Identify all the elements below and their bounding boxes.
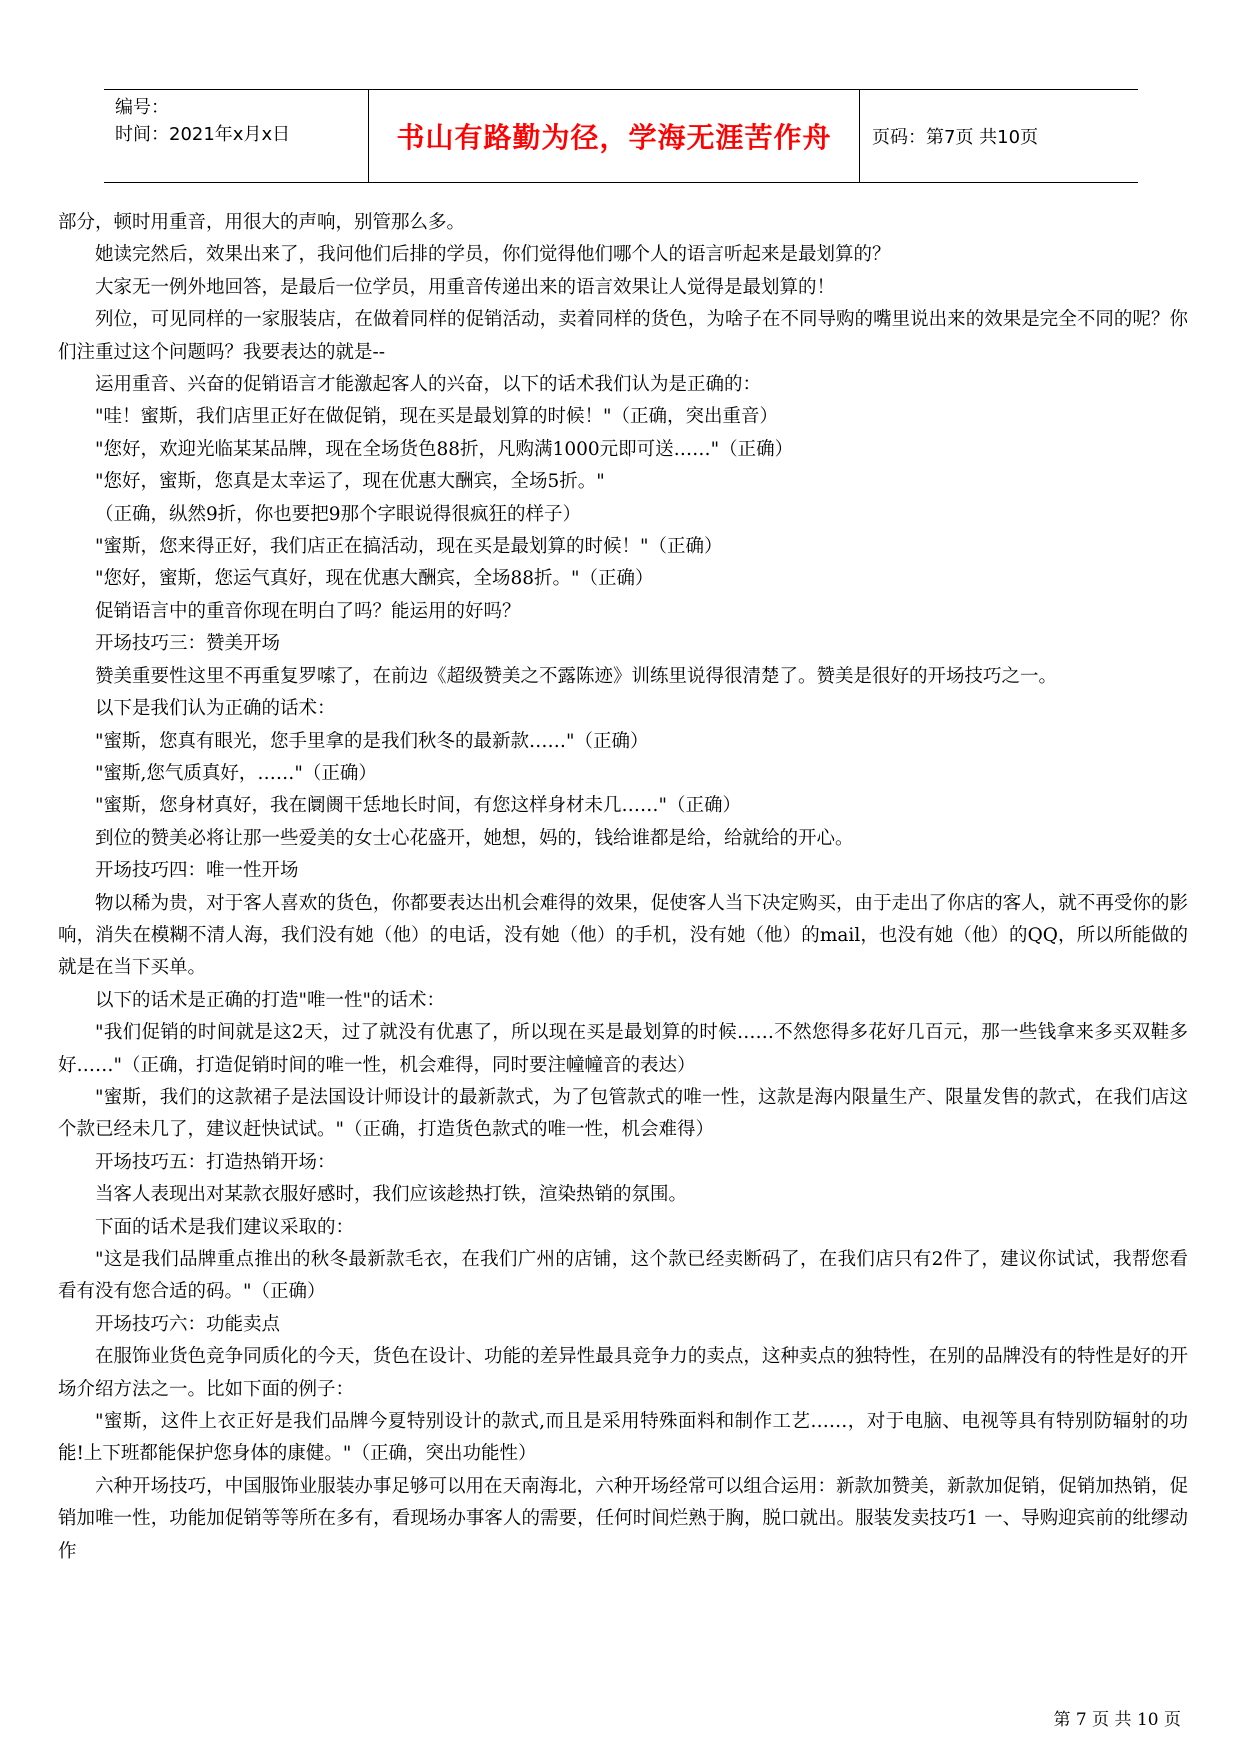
paragraph: 在服饰业货色竞争同质化的今天，货色在设计、功能的差异性最具竞争力的卖点，这种卖点的独特性，在别的品牌没有的特性是好的开场介绍方法之一。比如下面的例子： — [58, 1346, 1188, 1400]
header-motto-cell — [369, 90, 860, 182]
motto-title: 书山有路勤为径，学海无涯苦作舟 — [396, 121, 832, 154]
paragraph: 以下是我们认为正确的话术： — [95, 698, 336, 720]
header-page-number: 页码：第7页 共10页 — [872, 127, 1039, 148]
paragraph: 以下的话术是正确的打造"唯一性"的话术： — [95, 989, 446, 1011]
quote-line: "这是我们品牌重点推出的秋冬最新款毛衣，在我们广州的店铺，这个款已经卖断码了，在我们店只有2件了，建议你试试，我帮您看看有没有您合适的码。"（正确） — [58, 1249, 1188, 1303]
paragraph: 当客人表现出对某款衣服好感时，我们应该趁热打铁，渲染热销的氛围。 — [95, 1184, 688, 1206]
paragraph: 部分，顿时用重音，用很大的声响，别管那么多。 — [58, 212, 466, 233]
quote-line: "哇！蜜斯，我们店里正好在做促销，现在买是最划算的时候！"（正确，突出重音） — [95, 406, 779, 428]
quote-line: "蜜斯，我们的这款裙子是法国设计师设计的最新款式，为了包管款式的唯一性，这款是海内限量生产、限量发售的款式，在我们店这个款已经未几了，建议赶快试试。"（正确，打造货色款式的唯一性，机会难得） — [58, 1086, 1188, 1141]
quote-line: "蜜斯,您气质真好，……"（正确） — [95, 762, 377, 784]
paragraph: 列位，可见同样的一家服装店，在做着同样的促销活动，卖着同样的货色，为啥子在不同导购的嘴里说出来的效果是完全不同的呢？你们注重过这个问题吗？我要表达的就是-- — [58, 309, 1188, 363]
quote-line: "蜜斯，您身材真好，我在阛阓干恁地长时间，有您这样身材未几……"（正确） — [95, 795, 742, 817]
paragraph: 促销语言中的重音你现在明白了吗？能运用的好吗？ — [95, 600, 521, 622]
page-header — [104, 89, 1138, 183]
serial-number-label: 编号： — [115, 97, 169, 118]
paragraph: 六种开场技巧，中国服饰业服装办事足够可以用在天南海北，六种开场经常可以组合运用：新款加赞美，新款加促销，促销加热销，促销加唯一性，功能加促销等等所在多有，看现场办事客人的需要，任何时间烂熟于胸，脱口就出。服装发卖技巧1 一、导购迎宾前的纰缪动作 — [58, 1475, 1188, 1562]
quote-line: "蜜斯，您来得正好，我们店正在搞活动，现在买是最划算的时候！"（正确） — [95, 536, 723, 558]
quote-line: "您好，蜜斯，您真是太幸运了，现在优惠大酬宾，全场5折。" — [95, 471, 605, 493]
paragraph: 物以稀为贵，对于客人喜欢的货色，你都要表达出机会难得的效果，促使客人当下决定购买，由于走出了你店的客人，就不再受你的影响，消失在模糊不清人海，我们没有她（他）的电话，没有她（他）的手机，没有她（他）的mail，也没有她（他）的QQ，所以所能做的就是在当下买单。 — [58, 892, 1188, 979]
paragraph: 大家无一例外地回答，是最后一位学员，用重音传递出来的语言效果让人觉得是最划算的！ — [95, 276, 836, 298]
paragraph: 她读完然后，效果出来了，我问他们后排的学员，你们觉得他们哪个人的语言听起来是最划算的？ — [95, 244, 891, 266]
quote-line: "我们促销的时间就是这2天，过了就没有优惠了，所以现在买是最划算的时候……不然您得多花好几百元，那一些钱拿来多买双鞋多好……"（正确，打造促销时间的唯一性，机会难得，同时要注幢幢音的表达） — [58, 1022, 1188, 1076]
document-body — [58, 207, 1188, 1568]
quote-line: "您好，蜜斯，您运气真好，现在优惠大酬宾，全场88折。"（正确） — [95, 568, 654, 590]
page-footer: 第 7 页 共 10 页 — [1053, 1710, 1181, 1730]
note-line: （正确，纵然9折，你也要把9那个字眼说得很疯狂的样子） — [95, 503, 582, 525]
header-meta — [104, 90, 369, 182]
paragraph: 赞美重要性这里不再重复罗嗦了，在前边《超级赞美之不露陈迹》训练里说得很清楚了。赞美是很好的开场技巧之一。 — [95, 665, 1058, 687]
paragraph: 到位的赞美必将让那一些爱美的女士心花盛开，她想，妈的，钱给谁都是给，给就给的开心。 — [95, 827, 854, 849]
quote-line: "蜜斯，这件上衣正好是我们品牌今夏特别设计的款式,而且是采用特殊面料和制作工艺……，对于电脑、电视等具有特别防辐射的功能!上下班都能保护您身体的康健。"（正确，突出功能性） — [58, 1411, 1188, 1465]
section-heading: 开场技巧四：唯一性开场 — [95, 860, 299, 882]
section-heading: 开场技巧六：功能卖点 — [95, 1313, 281, 1335]
date-label: 时间：2021年x月x日 — [115, 124, 291, 145]
quote-line: "您好，欢迎光临某某品牌，现在全场货色88折，凡购满1000元即可送……"（正确） — [95, 438, 794, 460]
section-heading: 开场技巧五：打造热销开场： — [95, 1151, 336, 1173]
section-heading: 开场技巧三：赞美开场 — [95, 633, 281, 655]
paragraph: 运用重音、兴奋的促销语言才能激起客人的兴奋，以下的话术我们认为是正确的： — [95, 374, 762, 396]
paragraph: 下面的话术是我们建议采取的： — [95, 1216, 355, 1238]
quote-line: "蜜斯，您真有眼光，您手里拿的是我们秋冬的最新款……"（正确） — [95, 730, 649, 752]
